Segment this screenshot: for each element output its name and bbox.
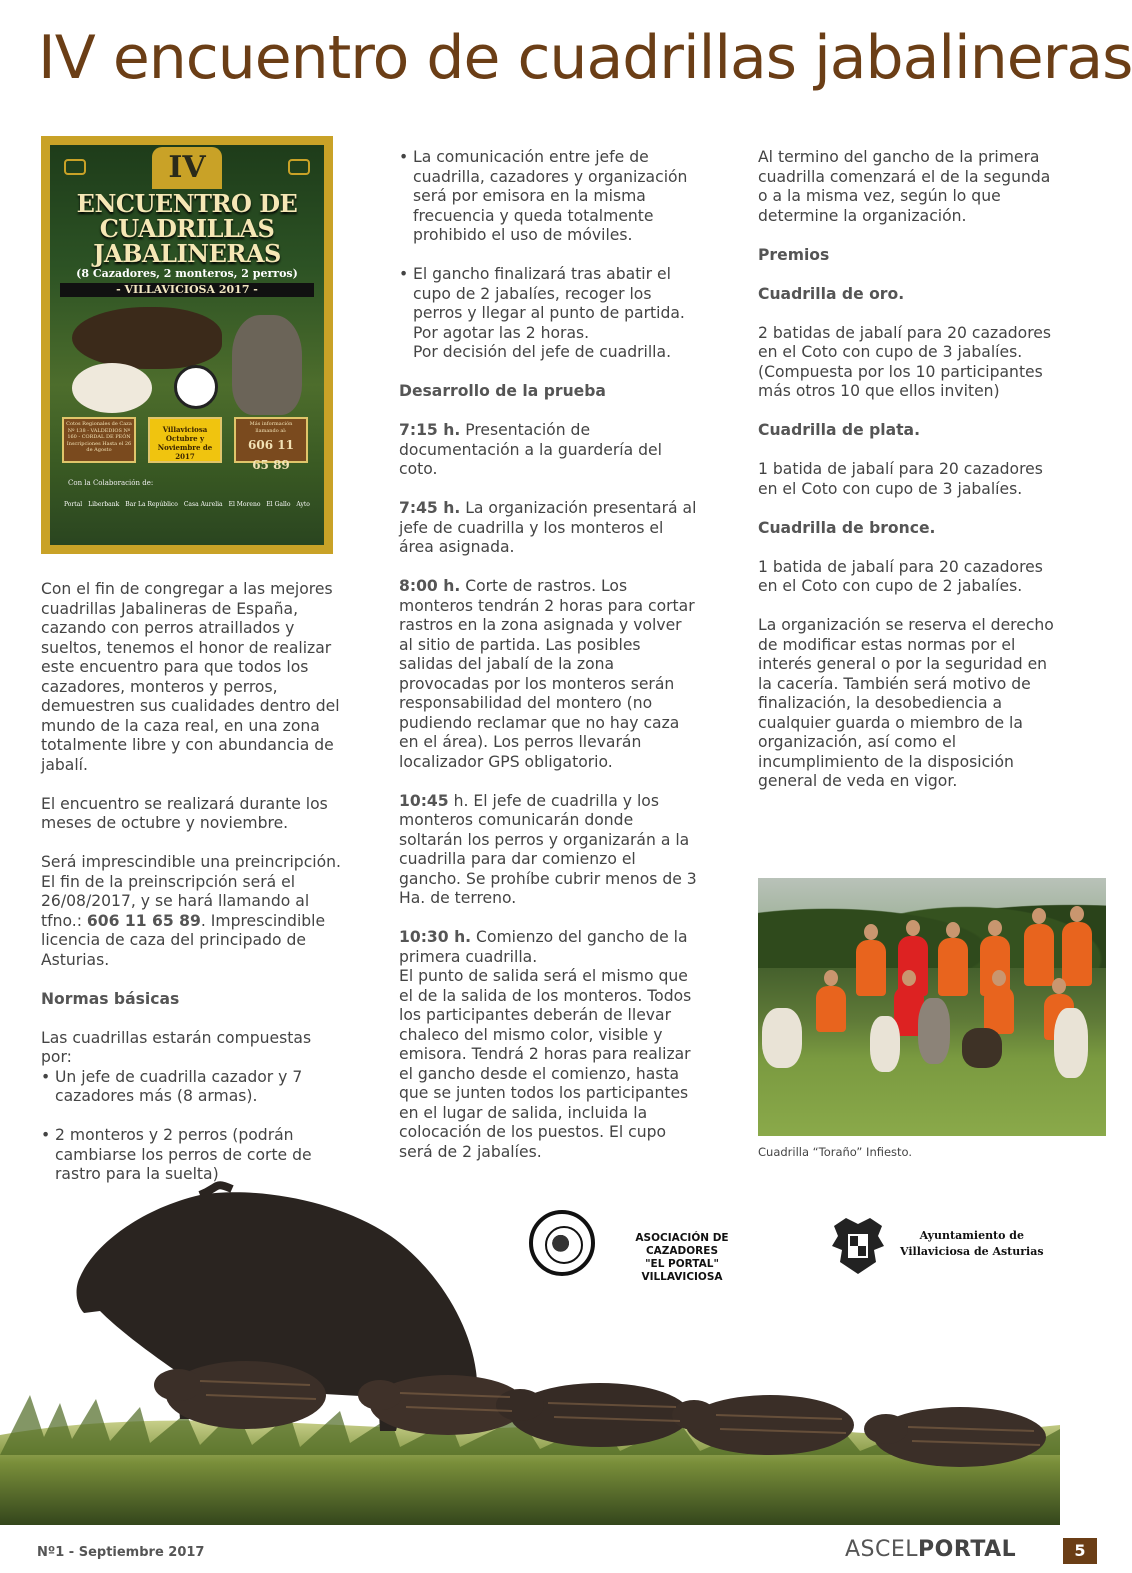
dates-paragraph: El encuentro se realizará durante los meses de octubre y noviembre. [41,794,328,832]
oro-text: 2 batidas de jabalí para 20 cazadores en el Coto con cupo de 3 jabalíes. (Compuesta por los 10 participantes más otros 10 que ellos inviten) [758,323,1051,400]
poster-dog-image [232,315,302,415]
assoc-emblem-icon [529,1210,595,1276]
sponsor-logo: Bar La Repúblico [125,501,178,508]
sponsor-logo: Portal [64,501,83,508]
poster-emblem-right-icon [288,159,310,175]
poster-box-dates: Villaviciosa Octubre y Noviembre de 2017 [148,417,222,463]
sponsor-logo: Ayto [296,501,310,508]
sponsor-logo: El Moreno [228,501,261,508]
photo-caption: Cuadrilla “Toraño” Infiesto. [758,1145,913,1159]
page-title: IV encuentro de cuadrillas jabalineras [38,23,1132,93]
heading-desarrollo: Desarrollo de la prueba [399,382,606,400]
list-item: • 2 monteros y 2 perros (podrán cambiarse los perros de corte de rastro para la suelta) [41,1126,341,1185]
column-3 [758,148,1058,811]
poster-band: - VILLAVICIOSA 2017 - [60,283,314,297]
page-number-badge: 5 [1063,1538,1097,1564]
assoc-logo: ASOCIACIÓN DE CAZADORES "EL PORTAL" VILLAVICIOSA [529,1210,759,1278]
phone-number: 606 11 65 89 [86,911,201,930]
list-item: • La comunicación entre jefe de cuadrilla, cazadores y organización será por emisora en la misma frecuencia y queda totalmente prohibido el uso de móviles. [399,148,699,246]
column-2 [399,148,699,1182]
list-item: • El gancho finalizará tras abatir el cupo de 2 jabalíes, recoger los perros y llegar al punto de partida. Por agotar las 2 horas. Por decisión del jefe de cuadrilla. [399,265,699,363]
sponsor-logo: Casa Aurelia [183,501,223,508]
sponsor-logo: El Gallo [266,501,291,508]
poster-box-phone: Más información llamando al: 606 11 65 89 [234,417,308,463]
poster-subtitle: (8 Cazadores, 2 monteros, 2 perros) [76,267,298,280]
heading-premios: Premios [758,245,830,264]
heading-normas: Normas básicas [41,989,180,1008]
schedule-item: 10:45 h. El jefe de cuadrilla y los monteros comunicarán donde soltarán los perros y organizarán a la cuadrilla para dar comienzo el gancho. Se prohíbe cubrir menos de 3 Ha. de terreno. [399,791,697,907]
schedule-item: 8:00 h. Corte de rastros. Los monteros tendrán 2 horas para cortar rastros en la zona asignada y volver al sitio de partida. Las posibles salidas del jabalí de la zona provocadas por los monteros serán responsabilidad del montero (no pudiendo reclamar que no hay caza en el área). Los perros llevarán localizador GPS obligatorio. [399,577,695,771]
poster-roman-numeral: IV [152,147,222,189]
normas-intro: Las cuadrillas estarán compuestas por: [41,1028,312,1066]
heading-plata: Cuadrilla de plata. [758,421,921,439]
ayuntamiento-logo: Ayuntamiento de Villaviciosa de Asturias [828,1212,1068,1278]
list-item: • Un jefe de cuadrilla cazador y 7 cazadores más (8 armas). [41,1068,341,1107]
coat-of-arms-icon [828,1216,888,1276]
event-poster [41,136,333,554]
intro-paragraph: Con el fin de congregar a las mejores cuadrillas Jabalineras de España, cazando con perros atraillados y sueltos, tenemos el honor de realizar este encuentro para que todos los cazadores, monteros y perros, demuestren sus cualidades dentro del mundo de la caza real, en una zona totalmente libre y con abundancia de jabalí. [41,580,340,774]
heading-bronce: Cuadrilla de bronce. [758,518,936,537]
column-1 [41,580,341,1204]
poster-white-dog-image [72,363,152,413]
poster-box-left: Cotos Regionales de Caza Nº 138 - VALDEDIOS Nº 160 - CORDAL DE PEÓN Inscripciones Hasta el 26 de Agosto [62,417,136,463]
schedule-item: 10:30 h. Comienzo del gancho de la primera cuadrilla. El punto de salida será el mismo que el de la salida de los monteros. Todos los participantes deberán de llevar chaleco del mismo color, visible y emisora. Tendrá 2 horas para realizar el gancho desde el comienzo, hasta que se junten todos los participantes en el lugar de salida, incluida la colocación de los puestos. El cupo será de 2 jabalíes. [399,928,692,1161]
preinscription-paragraph: Será imprescindible una preincripción. El fin de la preinscripción será el 26/08/2017, y se hará llamando al tfno.: 606 11 65 89. Imprescindible licencia de caza del principado de Asturias. [41,853,341,969]
sponsor-logo: Liberbank [88,501,120,508]
schedule-item: 7:15 h. Presentación de documentación a la guardería del coto. [399,421,662,478]
team-photo [758,878,1106,1136]
heading-oro: Cuadrilla de oro. [758,284,905,303]
bronce-text: 1 batida de jabalí para 20 cazadores en el Coto con cupo de 2 jabalíes. [758,557,1043,595]
poster-collab-label: Con la Colaboración de: [68,479,154,487]
poster-emblem-left-icon [64,159,86,175]
poster-title: ENCUENTRO DE CUADRILLAS JABALINERAS [76,189,298,268]
poster-boar-image [72,307,222,369]
plata-text: 1 batida de jabalí para 20 cazadores en el Coto con cupo de 3 jabalíes. [758,460,1043,498]
poster-seal-icon [174,365,218,409]
schedule-item: 7:45 h. La organización presentará al jefe de cuadrilla y los monteros el área asignada. [399,499,697,556]
gancho-paragraph: Al termino del gancho de la primera cuadrilla comenzará el de la segunda o a la misma vez, según lo que determine la organización. [758,148,1051,225]
issue-label: Nº1 - Septiembre 2017 [37,1545,205,1560]
poster-sponsor-logos [64,501,310,508]
brand-wordmark: ASCELPORTAL [845,1537,1017,1562]
final-paragraph: La organización se reserva el derecho de modificar estas normas por el interés general o por la seguridad en la cacería. También será motivo de finalización, la desobediencia a cualquier guarda o miembro de la organización, así como el incumplimiento de la disposición general de veda en vigor. [758,616,1054,790]
